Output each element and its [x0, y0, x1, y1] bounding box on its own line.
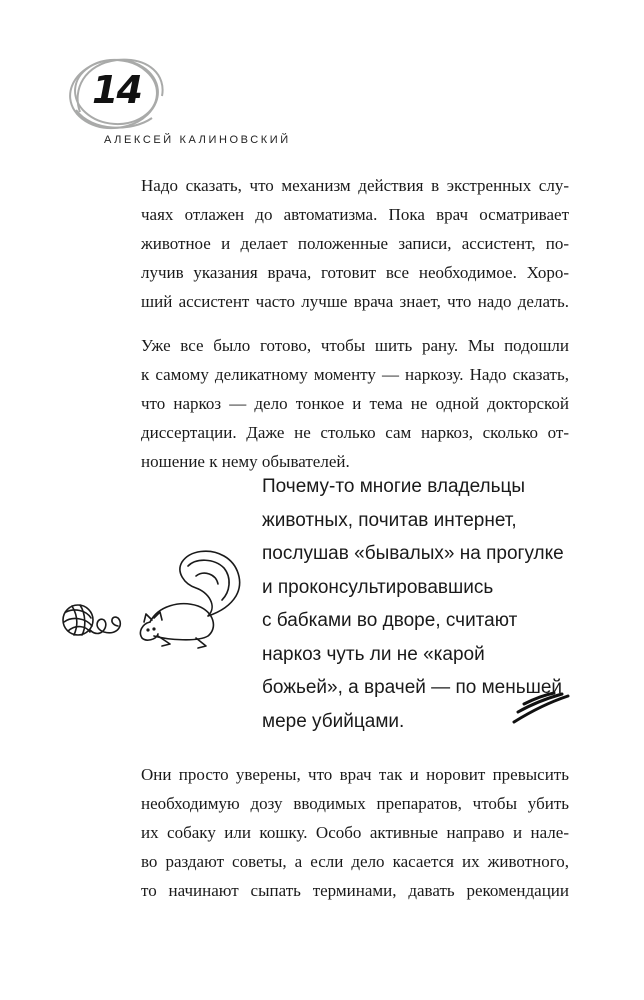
pull-quote-line: и проконсультировавшись	[262, 576, 494, 598]
pull-quote-line: мере убийцами.	[262, 710, 405, 732]
pull-quote-line: Почему-то многие владельцы	[262, 476, 526, 497]
text-line: Они просто уверены, что врач так и норовит превысить	[141, 765, 569, 784]
cat-with-yarn-ball-icon	[58, 536, 258, 656]
page-number: 14	[92, 68, 141, 112]
pull-quote-line: животных, почитав интернет,	[262, 509, 517, 531]
text-line: их собаку или кошку. Особо активные направо и нале-	[141, 823, 569, 842]
text-line: во раздают советы, а если дело касается их животного,	[141, 852, 569, 871]
text-line: диссертации. Даже не столько сам наркоз, сколько от-	[141, 423, 569, 442]
paragraph-2	[141, 331, 569, 476]
text-line: ношение к нему обывателей.	[141, 452, 350, 471]
paragraph-1	[141, 171, 569, 316]
text-line: ший ассистент часто лучше врача знает, что надо делать.	[141, 292, 569, 311]
running-header-author: АЛЕКСЕЙ КАЛИНОВСКИЙ	[104, 134, 291, 146]
pull-quote-line: с бабками во дворе, считают	[262, 610, 518, 631]
text-line: Уже все было готово, чтобы шить рану. Мы подошли	[141, 336, 569, 355]
text-line: к самому деликатному моменту — наркозу. Надо сказать,	[141, 365, 569, 384]
text-line: чаях отлажен до автоматизма. Пока врач осматривает	[141, 205, 569, 224]
swoosh-lines-icon	[510, 690, 572, 726]
pull-quote-line: послушав «бывалых» на прогулке	[262, 543, 564, 564]
text-line: животное и делает положенные записи, ассистент, по-	[141, 234, 569, 253]
text-line: то начинают сыпать терминами, давать рекомендации	[141, 881, 569, 900]
text-line: необходимую дозу вводимых препаратов, чтобы убить	[141, 794, 569, 813]
pull-quote-line: наркоз чуть ли не «карой	[262, 643, 485, 665]
text-line: лучив указания врача, готовит все необходимое. Хоро-	[141, 263, 569, 282]
pull-quote-line: божьей», а врачей — по меньшей	[262, 677, 563, 698]
page-number-badge	[62, 52, 174, 136]
paragraph-3	[141, 760, 569, 905]
text-line: Надо сказать, что механизм действия в экстренных слу-	[141, 176, 569, 195]
text-line: что наркоз — дело тонкое и тема не одной докторской	[141, 394, 569, 413]
